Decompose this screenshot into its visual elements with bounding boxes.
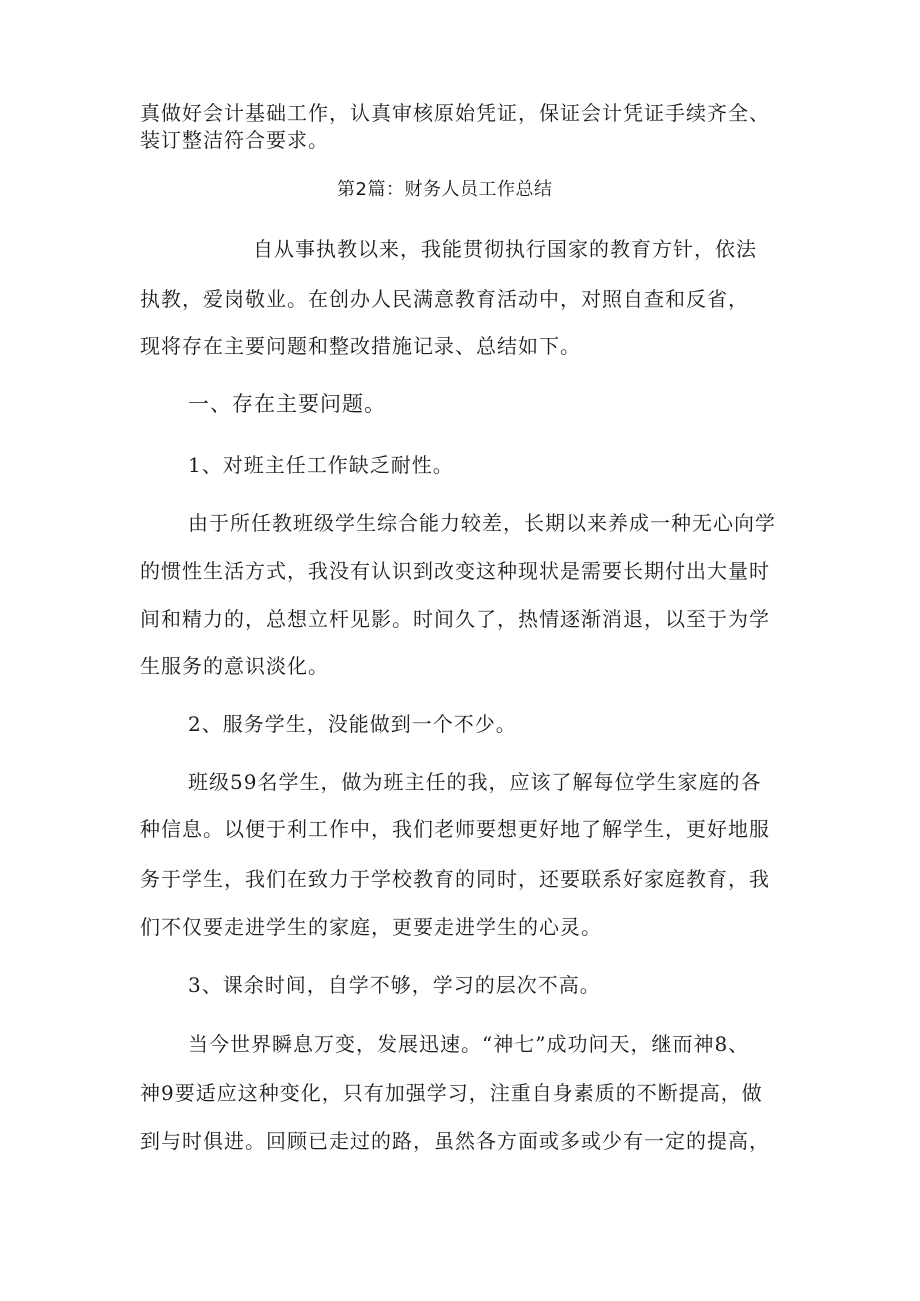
item-3-line-1: 当今世界瞬息万变，发展迅速。“神七”成功问天，继而神8、 (188, 1032, 750, 1056)
item-2-line-2: 种信息。以便于利工作中，我们老师要想更好地了解学生，更好地服 (140, 817, 770, 841)
item-2-title: 2、服务学生，没能做到一个不少。 (188, 712, 517, 736)
item-2-line-3: 务于学生，我们在致力于学校教育的同时，还要联系好家庭教育，我 (140, 867, 770, 891)
item-3-line-2: 神9要适应这种变化，只有加强学习，注重自身素质的不断提高，做 (140, 1081, 763, 1105)
opening-line-3: 现将存在主要问题和整改措施记录、总结如下。 (140, 334, 581, 358)
item-1-line-2: 的惯性生活方式，我没有认识到改变这种现状是需要长期付出大量时 (140, 559, 770, 583)
item-1-line-3: 间和精力的，总想立杆见影。时间久了，热情逐渐消退，以至于为学 (140, 607, 770, 631)
intro-line-1: 真做好会计基础工作，认真审核原始凭证，保证会计凭证手续齐全、 (140, 101, 770, 125)
item-3-line-3: 到与时俱进。回顾已走过的路，虽然各方面或多或少有一定的提高， (140, 1129, 770, 1153)
item-3-title: 3、课余时间，自学不够，学习的层次不高。 (188, 973, 601, 997)
opening-line-1: 自从事执教以来，我能贯彻执行国家的教育方针，依法 (253, 237, 757, 261)
intro-line-2: 装订整洁符合要求。 (140, 128, 329, 152)
section-title: 第2篇：财务人员工作总结 (337, 179, 553, 200)
item-1-line-1: 由于所任教班级学生综合能力较差，长期以来养成一种无心向学 (188, 511, 776, 535)
item-1-title: 1、对班主任工作缺乏耐性。 (188, 453, 454, 477)
heading-problems: 一、存在主要问题。 (188, 392, 386, 416)
opening-line-2: 执教，爱岗敬业。在创办人民满意教育活动中，对照自查和反省， (140, 287, 749, 311)
item-2-line-1: 班级59名学生，做为班主任的我，应该了解每位学生家庭的各 (188, 770, 762, 794)
item-2-line-4: 们不仅要走进学生的家庭，更要走进学生的心灵。 (140, 915, 602, 939)
item-1-line-4: 生服务的意识淡化。 (140, 654, 329, 678)
